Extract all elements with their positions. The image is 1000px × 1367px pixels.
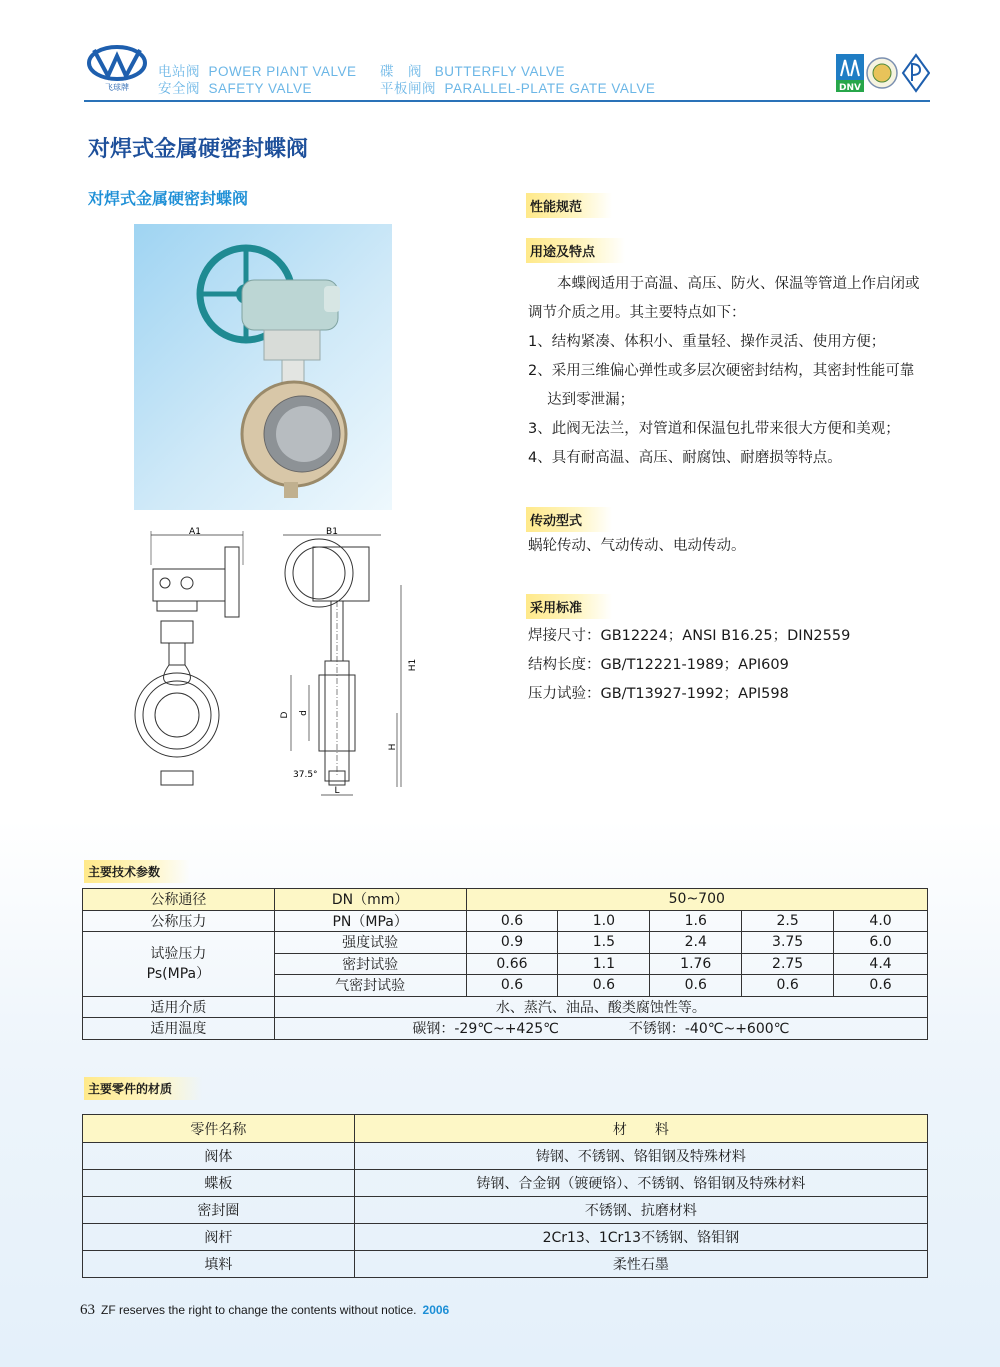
tag-spec: 主要技术参数 [84, 860, 190, 883]
table-cell: 2.5 [742, 910, 834, 932]
company-logo [86, 42, 148, 92]
table-row [83, 1197, 928, 1224]
tag-performance: 性能规范 [526, 193, 612, 218]
table-row [83, 910, 928, 932]
table-header-cell: 零件名称 [83, 1115, 355, 1143]
technical-drawing [125, 525, 425, 805]
table-cell: 0.6 [558, 975, 650, 997]
table-row [83, 1143, 928, 1170]
table-cell: 0.6 [834, 975, 928, 997]
table-cell: 柔性石墨 [354, 1251, 927, 1278]
standard-line: 结构长度：GB/T12221-1989；API609 [528, 657, 789, 673]
tag-drive: 传动型式 [526, 507, 612, 532]
usage-line: 3、此阀无法兰，对管道和保温包扎带来很大方便和美观； [528, 421, 900, 437]
table-cell: 密封试验 [274, 953, 466, 975]
usage-line: 4、具有耐高温、高压、耐腐蚀、耐磨损等特点。 [528, 450, 842, 466]
table-cell: 不锈钢、抗磨材料 [354, 1197, 927, 1224]
table-cell: PN（MPa） [274, 910, 466, 932]
usage-line: 调节介质之用。其主要特点如下： [528, 305, 746, 321]
table-cell: 2Cr13、1Cr13不锈钢、铬钼钢 [354, 1224, 927, 1251]
test-pressure-label: 试验压力 [150, 945, 207, 962]
svg-text:A1: A1 [189, 527, 201, 537]
tag-materials: 主要零件的材质 [84, 1077, 202, 1100]
table-row [83, 1170, 928, 1197]
table-row [83, 1251, 928, 1278]
table-cell: 0.6 [650, 975, 742, 997]
svg-text:B1: B1 [326, 527, 338, 537]
table-cell: DN（mm） [274, 889, 466, 911]
test-pressure-unit: Ps(MPa） [146, 965, 211, 982]
table-header-row [83, 1115, 928, 1143]
table-header-cell: 材 料 [354, 1115, 927, 1143]
table-cell: 铸钢、不锈钢、铬钼钢及特殊材料 [354, 1143, 927, 1170]
table-cell: 3.75 [742, 932, 834, 954]
table-cell: 0.66 [466, 953, 558, 975]
table-cell: 阀体 [83, 1143, 355, 1170]
table-cell: 碳钢：-29℃~+425℃ 不锈钢：-40℃~+600℃ [274, 1018, 927, 1040]
usage-text [528, 270, 948, 473]
usage-line: 1、结构紧凑、体积小、重量轻、操作灵活、使用方便； [528, 334, 886, 350]
table-cell: 0.6 [466, 910, 558, 932]
header-rule [84, 100, 930, 102]
svg-text:飞球牌: 飞球牌 [105, 83, 129, 92]
table-row [83, 996, 928, 1018]
usage-line: 本蝶阀适用于高温、高压、防火、保温等管道上作启闭或 [528, 276, 920, 292]
table-cell: 公称压力 [83, 910, 275, 932]
table-cell: 铸钢、合金钢（镀硬铬）、不锈钢、铬钼钢及特殊材料 [354, 1170, 927, 1197]
table-row [83, 932, 928, 954]
table-cell: 气密封试验 [274, 975, 466, 997]
table-cell: 2.4 [650, 932, 742, 954]
product-photo [134, 224, 392, 510]
table-cell [83, 932, 275, 997]
table-cell: 适用介质 [83, 996, 275, 1018]
table-cell: 4.0 [834, 910, 928, 932]
table-row [83, 1224, 928, 1251]
table-cell: 适用温度 [83, 1018, 275, 1040]
table-row [83, 1018, 928, 1040]
svg-text:L: L [334, 786, 340, 796]
footer [80, 1302, 449, 1319]
table-cell: 1.0 [558, 910, 650, 932]
svg-text:DNV: DNV [839, 83, 861, 93]
drive-text: 蜗轮传动、气动传动、电动传动。 [528, 538, 746, 554]
svg-text:H: H [388, 743, 398, 751]
table-cell: 蝶板 [83, 1170, 355, 1197]
table-row [83, 889, 928, 911]
svg-text:D: D [280, 711, 290, 719]
table-cell: 强度试验 [274, 932, 466, 954]
table-cell: 0.9 [466, 932, 558, 954]
table-cell: 密封圈 [83, 1197, 355, 1224]
page-number: 63 [80, 1302, 95, 1318]
footer-year: 2006 [422, 1303, 450, 1317]
table-cell: 1.76 [650, 953, 742, 975]
header-cat-power: 电站阀 POWER PIANT VALVE [158, 64, 357, 79]
spec-table [82, 888, 928, 1040]
table-cell: 1.5 [558, 932, 650, 954]
footer-note: ZF reserves the right to change the contents without notice. [101, 1303, 417, 1317]
table-cell: 阀杆 [83, 1224, 355, 1251]
table-cell: 50~700 [466, 889, 927, 911]
materials-table [82, 1114, 928, 1278]
usage-line: 达到零泄漏； [528, 392, 635, 408]
header-cat-gate: 平板闸阀 PARALLEL-PLATE GATE VALVE [380, 81, 656, 96]
table-cell: 0.6 [742, 975, 834, 997]
usage-line: 2、采用三维偏心弹性或多层次硬密封结构，其密封性能可靠 [528, 363, 915, 379]
svg-text:37.5°: 37.5° [293, 770, 318, 780]
standard-line: 焊接尺寸：GB12224；ANSI B16.25；DIN2559 [528, 628, 851, 644]
header-cat-safety: 安全阀 SAFETY VALVE [158, 81, 313, 96]
table-cell: 1.6 [650, 910, 742, 932]
svg-text:H1: H1 [408, 658, 418, 672]
table-cell: 2.75 [742, 953, 834, 975]
table-cell: 公称通径 [83, 889, 275, 911]
table-cell: 水、蒸汽、油品、酸类腐蚀性等。 [274, 996, 927, 1018]
svg-text:d: d [299, 710, 309, 716]
standards-text [528, 622, 850, 709]
table-cell: 0.6 [466, 975, 558, 997]
table-cell: 6.0 [834, 932, 928, 954]
section-title: 对焊式金属硬密封蝶阀 [88, 189, 249, 208]
table-cell: 4.4 [834, 953, 928, 975]
cert-logos [836, 52, 930, 94]
table-cell: 填料 [83, 1251, 355, 1278]
table-cell: 1.1 [558, 953, 650, 975]
tag-usage: 用途及特点 [526, 238, 625, 263]
header-cat-butterfly: 碟 阀 BUTTERFLY VALVE [380, 64, 566, 79]
standard-line: 压力试验：GB/T13927-1992；API598 [528, 686, 789, 702]
tag-standards: 采用标准 [526, 594, 612, 619]
page-title: 对焊式金属硬密封蝶阀 [88, 137, 309, 162]
